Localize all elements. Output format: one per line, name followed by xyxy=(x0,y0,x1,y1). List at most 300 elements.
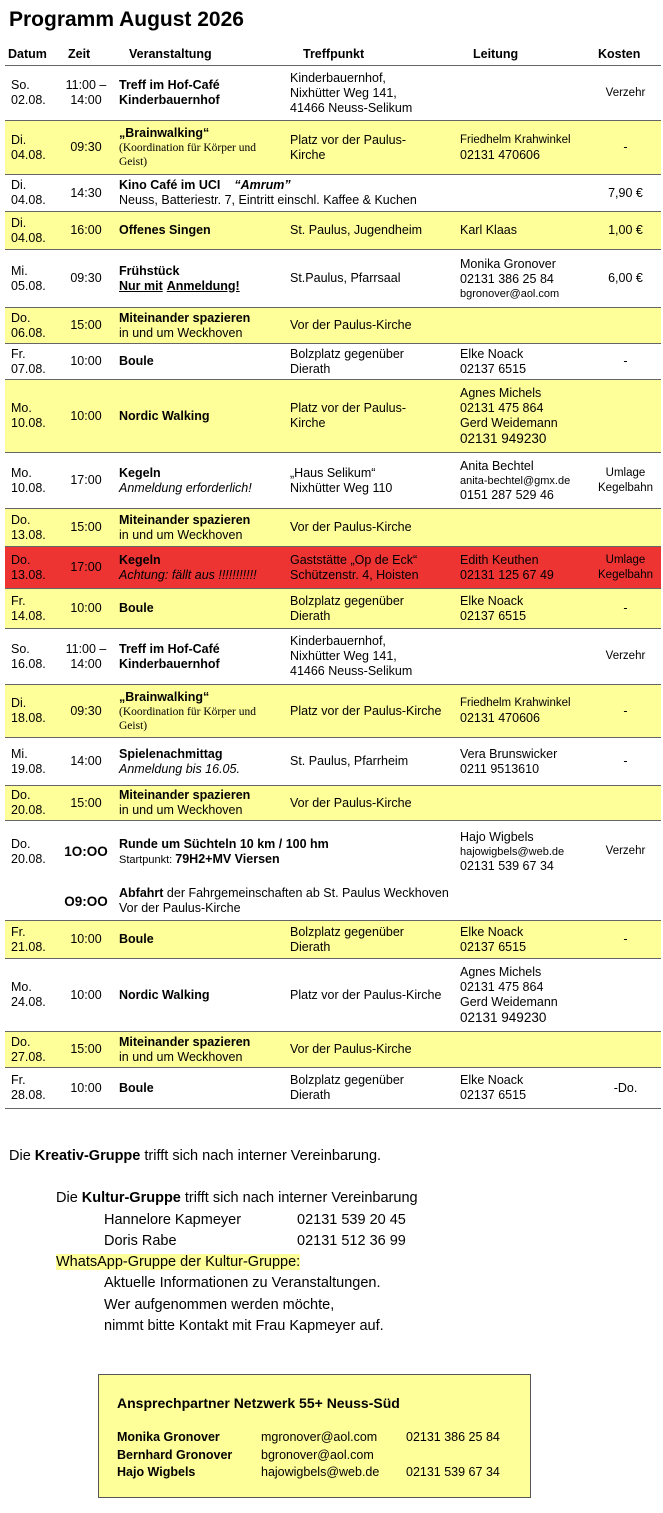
event-place xyxy=(290,212,460,249)
event-cost xyxy=(590,685,661,737)
event-time xyxy=(61,921,111,958)
event-title xyxy=(119,547,291,588)
event-weekday: Mi. xyxy=(11,263,28,278)
event-time xyxy=(61,547,111,588)
event-cost-value: - xyxy=(623,932,628,946)
event-name xyxy=(119,601,291,616)
event-name xyxy=(119,223,291,238)
event-leader-line: 02131 475 864 xyxy=(460,979,544,994)
event-subtitle: in und um Weckhoven xyxy=(119,803,243,817)
event-subtitle: Vor der Paulus-Kirche xyxy=(119,901,241,915)
event-leader xyxy=(460,121,605,174)
event-place xyxy=(290,308,460,343)
event-weekday: Di. xyxy=(11,215,27,230)
event-date xyxy=(11,308,61,343)
event-time xyxy=(61,344,111,379)
event-cost-value: 1,00 € xyxy=(608,223,643,237)
event-note: Anmeldung erforderlich! xyxy=(119,480,252,495)
event-leader xyxy=(460,685,605,737)
contact-email: mgronover@aol.com xyxy=(261,1430,378,1444)
event-note: (Koordination für Körper und xyxy=(119,142,257,154)
event-leader-line: Gerd Weidemann xyxy=(460,415,558,430)
event-cost-value2: Kegelbahn xyxy=(598,568,653,581)
event-name-text: Boule xyxy=(119,354,154,368)
event-day: 10.08. xyxy=(11,480,46,495)
event-day: 07.08. xyxy=(11,361,46,376)
event-leader-line: 0151 287 529 46 xyxy=(460,487,554,502)
event-cost-value: - xyxy=(623,601,628,615)
event-leader xyxy=(460,921,605,958)
event-name-line2: Kinderbauernhof xyxy=(119,93,220,107)
kultur-info-line: Aktuelle Informationen zu Veranstaltungen. xyxy=(104,1275,381,1291)
event-time-start: O9:OO xyxy=(64,893,108,909)
event-leader-line: 02131 475 864 xyxy=(460,400,544,415)
event-place xyxy=(290,509,460,546)
event-time-start: 09:30 xyxy=(70,140,102,154)
event-cost-value: - xyxy=(623,754,628,768)
event-time-start: 10:00 xyxy=(70,354,102,368)
event-cost-value: Verzehr xyxy=(605,86,646,99)
event-weekday: Di. xyxy=(11,696,27,710)
kultur-contact-name: Hannelore Kapmeyer xyxy=(104,1212,242,1228)
event-name-text: Kegeln xyxy=(119,552,161,567)
event-time xyxy=(61,453,111,508)
event-place xyxy=(290,344,460,379)
event-time xyxy=(61,250,111,307)
table-row xyxy=(5,1031,661,1067)
event-leader-line: Elke Noack xyxy=(460,346,524,361)
event-note: Achtung: fällt aus !!!!!!!!!!! xyxy=(119,567,257,582)
event-leader-line: 02131 470606 xyxy=(460,711,540,725)
event-title xyxy=(119,344,291,379)
table-row xyxy=(5,684,661,737)
event-time xyxy=(61,66,111,120)
table-row xyxy=(5,546,661,588)
event-leader-line: Friedhelm Krahwinkel xyxy=(460,697,571,709)
event-place xyxy=(290,66,460,120)
event-place-line: Gaststätte „Op de Eck“ xyxy=(290,552,418,567)
contact-email: bgronover@aol.com xyxy=(261,1448,374,1462)
table-row xyxy=(5,628,661,684)
event-day: 18.08. xyxy=(11,711,46,725)
event-place-line: Platz vor der Paulus- xyxy=(290,132,407,147)
event-name-text: Boule xyxy=(119,601,154,615)
event-time-start: 11:00 – xyxy=(65,78,107,92)
event-leader-line: 02131 539 67 34 xyxy=(460,858,554,873)
event-leader xyxy=(460,959,605,1031)
event-date xyxy=(11,1032,61,1067)
event-title xyxy=(119,921,291,958)
event-cost xyxy=(590,629,661,684)
event-date xyxy=(11,629,61,684)
event-place-line: Platz vor der Paulus-Kirche xyxy=(290,987,442,1002)
event-leader-line: Anita Bechtel xyxy=(460,458,534,473)
event-day: 10.08. xyxy=(11,416,46,430)
event-leader-line: bgronover@aol.com xyxy=(460,287,560,300)
event-time-end: 14:00 xyxy=(70,656,102,671)
event-time xyxy=(61,175,111,211)
event-leader-line: 02137 6515 xyxy=(460,361,527,376)
event-cost-value: -Do. xyxy=(613,1080,638,1095)
event-name xyxy=(119,642,291,657)
event-leader-line: Vera Brunswicker xyxy=(460,746,558,761)
event-leader-line: 02137 6515 xyxy=(460,939,527,954)
col-kosten: Kosten xyxy=(598,47,641,61)
event-leader-line: Hajo Wigbels xyxy=(460,829,534,844)
event-place xyxy=(290,738,460,785)
event-name-extra: “Amrum” xyxy=(234,178,291,192)
event-name-text: Miteinander spazieren xyxy=(119,788,251,802)
event-title xyxy=(119,821,329,882)
event-place-line: Vor der Paulus-Kirche xyxy=(290,1042,412,1056)
event-time-start: 10:00 xyxy=(70,987,102,1002)
event-date xyxy=(11,121,61,174)
event-cost xyxy=(590,1068,661,1108)
event-name-text: Treff im Hof-Café xyxy=(119,78,220,92)
event-place-line: Bolzplatz gegenüber xyxy=(290,593,404,608)
event-weekday: Do. xyxy=(11,1034,31,1049)
kultur-line: Die Kultur-Gruppe trifft sich nach interner Vereinbarung xyxy=(56,1190,418,1206)
event-leader-line: 02137 6515 xyxy=(460,608,527,623)
event-cost-value: Verzehr xyxy=(605,845,646,857)
table-row xyxy=(5,920,661,958)
event-leader-line: anita-bechtel@gmx.de xyxy=(460,474,571,487)
event-day: 06.08. xyxy=(11,325,46,340)
event-day: 27.08. xyxy=(11,1049,46,1064)
event-cost xyxy=(590,821,661,882)
col-veranstaltung: Veranstaltung xyxy=(129,47,212,61)
event-day: 19.08. xyxy=(11,761,46,776)
event-cost-value: Verzehr xyxy=(605,650,646,662)
event-name xyxy=(119,513,291,528)
table-row xyxy=(5,343,661,379)
event-day: 16.08. xyxy=(11,656,46,671)
event-date xyxy=(11,175,61,211)
event-name xyxy=(119,264,291,279)
event-time-start: 1O:OO xyxy=(64,844,108,859)
kultur-contact-name: Doris Rabe xyxy=(104,1233,177,1249)
event-time xyxy=(61,589,111,628)
event-place xyxy=(290,121,460,174)
event-time-start: 10:00 xyxy=(70,1080,102,1095)
table-row xyxy=(5,307,661,343)
event-place xyxy=(290,629,460,684)
event-place-line: Bolzplatz gegenüber xyxy=(290,346,404,361)
event-name xyxy=(119,690,291,705)
event-day: 28.08. xyxy=(11,1088,46,1102)
contact-phone: 02131 539 67 34 xyxy=(406,1465,500,1479)
event-date xyxy=(11,589,61,628)
event-leader xyxy=(460,1068,605,1108)
event-leader-line: Elke Noack xyxy=(460,1073,524,1087)
event-place-line: St.Paulus, Pfarrsaal xyxy=(290,271,401,285)
event-date xyxy=(11,380,61,452)
event-note: (Koordination für Körper und xyxy=(119,705,257,718)
event-date xyxy=(11,738,61,785)
event-time xyxy=(61,1032,111,1067)
event-leader xyxy=(460,250,605,307)
event-place-line: St. Paulus, Jugendheim xyxy=(290,223,423,237)
event-leader-line: Monika Gronover xyxy=(460,256,556,271)
event-name-text: „Brainwalking“ xyxy=(119,126,210,140)
event-subtitle: in und um Weckhoven xyxy=(119,325,243,340)
event-name xyxy=(119,1035,291,1050)
event-cost xyxy=(590,175,661,211)
event-cost-value: 6,00 € xyxy=(608,271,643,285)
table-row xyxy=(5,820,661,882)
event-title xyxy=(119,1068,291,1108)
event-day: 14.08. xyxy=(11,608,46,623)
event-place-line: Nixhütter Weg 141, xyxy=(290,649,397,663)
event-name-text: Frühstück xyxy=(119,263,180,278)
contact-phone: 02131 386 25 84 xyxy=(406,1430,500,1444)
event-name-text: Nordic Walking xyxy=(119,408,210,423)
event-name-text: Boule xyxy=(119,932,154,946)
event-date xyxy=(11,685,61,737)
event-cost xyxy=(590,921,661,958)
event-date xyxy=(11,921,61,958)
event-time-end: 14:00 xyxy=(70,93,102,107)
event-leader-line: hajowigbels@web.de xyxy=(460,845,565,858)
event-title xyxy=(119,685,291,737)
event-name-text: Nordic Walking xyxy=(119,987,210,1002)
event-name-line2: Kinderbauernhof xyxy=(119,656,220,671)
table-row xyxy=(5,508,661,546)
event-cost-value2: Kegelbahn xyxy=(598,481,653,494)
event-weekday: Mo. xyxy=(11,980,32,994)
event-time-start: 15:00 xyxy=(70,318,102,332)
event-name xyxy=(119,836,329,852)
contact-box-title: Ansprechpartner Netzwerk 55+ Neuss-Süd xyxy=(117,1395,400,1411)
event-time-start: 14:30 xyxy=(70,185,102,200)
event-name xyxy=(119,78,291,93)
event-date xyxy=(11,547,61,588)
event-name-text: Abfahrt xyxy=(119,886,164,900)
event-place-line: Nixhütter Weg 110 xyxy=(290,480,393,495)
event-weekday: Di. xyxy=(11,178,27,192)
event-weekday: Do. xyxy=(11,552,31,567)
event-leader xyxy=(460,453,605,508)
event-time-start: 09:30 xyxy=(70,703,102,718)
event-leader-line: Gerd Weidemann xyxy=(460,994,558,1009)
event-title xyxy=(119,786,291,820)
event-weekday: Do. xyxy=(11,836,31,851)
event-place xyxy=(290,1032,460,1067)
event-name-text: Offenes Singen xyxy=(119,223,211,237)
event-place-line: Bolzplatz gegenüber xyxy=(290,1073,404,1087)
event-name-text: Runde um Süchteln 10 km / 100 hm xyxy=(119,836,329,851)
event-title xyxy=(119,589,291,628)
event-subtitle: in und um Weckhoven xyxy=(119,527,243,542)
event-note: Geist) xyxy=(119,719,148,732)
event-place-line: 41466 Neuss-Selikum xyxy=(290,100,413,115)
event-leader-line: 02131 386 25 84 xyxy=(460,271,554,286)
event-time xyxy=(61,212,111,249)
event-name xyxy=(119,178,549,193)
event-weekday: Fr. xyxy=(11,346,26,361)
table-row xyxy=(5,174,661,211)
event-weekday: Do. xyxy=(11,788,31,802)
event-place-line: Kirche xyxy=(290,416,326,430)
event-leader-line: Karl Klaas xyxy=(460,223,517,237)
table-row xyxy=(5,379,661,452)
event-title xyxy=(119,380,291,452)
col-treffpunkt: Treffpunkt xyxy=(303,47,365,61)
event-title xyxy=(119,212,291,249)
table-row xyxy=(5,882,661,920)
event-place-line: Platz vor der Paulus- xyxy=(290,401,407,415)
event-name xyxy=(119,747,291,762)
whatsapp-line: WhatsApp-Gruppe der Kultur-Gruppe: xyxy=(56,1254,301,1270)
event-name-rest: der Fahrgemeinschaften ab St. Paulus Weckhoven xyxy=(163,886,449,900)
contact-name: Bernhard Gronover xyxy=(117,1448,233,1462)
event-place-line: Dierath xyxy=(290,1088,331,1102)
event-time-start: 15:00 xyxy=(70,1042,102,1056)
kultur-contact-phone: 02131 539 20 45 xyxy=(297,1212,406,1228)
event-place xyxy=(290,959,460,1031)
event-name xyxy=(119,311,291,326)
event-start-point xyxy=(119,852,291,867)
event-leader-line: Elke Noack xyxy=(460,924,524,939)
event-place-line: Vor der Paulus-Kirche xyxy=(290,520,412,534)
event-place xyxy=(290,380,460,452)
event-leader xyxy=(460,589,605,628)
table-row xyxy=(5,737,661,785)
event-name xyxy=(119,409,291,424)
event-cost xyxy=(590,547,661,588)
event-time xyxy=(61,308,111,343)
event-name xyxy=(119,1081,291,1096)
event-day: 04.08. xyxy=(11,147,46,162)
event-weekday: Mo. xyxy=(11,401,32,415)
event-place xyxy=(290,589,460,628)
event-time xyxy=(61,821,111,882)
event-time xyxy=(61,380,111,452)
event-leader xyxy=(460,380,605,452)
event-cost-value: Umlage xyxy=(605,553,646,566)
event-note: Geist) xyxy=(119,156,148,168)
contact-name: Hajo Wigbels xyxy=(117,1465,196,1479)
event-time-start: 17:00 xyxy=(70,560,102,574)
event-cost-value: 7,90 € xyxy=(608,185,643,200)
event-date xyxy=(11,821,61,882)
event-time xyxy=(61,786,111,820)
event-name-text: „Brainwalking“ xyxy=(119,689,210,704)
event-place-line: Kinderbauernhof, xyxy=(290,70,386,85)
event-place xyxy=(290,250,460,307)
col-zeit: Zeit xyxy=(68,47,91,61)
event-place xyxy=(290,786,460,820)
event-name-text: Treff im Hof-Café xyxy=(119,641,220,656)
table-row xyxy=(5,958,661,1031)
event-weekday: So. xyxy=(11,78,30,92)
event-time-start: 11:00 – xyxy=(65,641,107,656)
event-subtitle: Neuss, Batteriestr. 7, Eintritt einschl. Kaffee & Kuchen xyxy=(119,193,417,207)
event-leader-line: 02137 6515 xyxy=(460,1088,527,1102)
event-leader-line: Edith Keuthen xyxy=(460,552,539,567)
event-place-line: Schützenstr. 4, Hoisten xyxy=(290,567,419,582)
event-leader xyxy=(460,547,605,588)
event-title xyxy=(119,738,291,785)
event-date xyxy=(11,786,61,820)
event-leader-line: Agnes Michels xyxy=(460,964,542,979)
event-leader xyxy=(460,738,605,785)
event-day: 21.08. xyxy=(11,939,46,954)
event-time xyxy=(61,1068,111,1108)
event-place-line: Vor der Paulus-Kirche xyxy=(290,318,412,332)
event-time-start: 09:30 xyxy=(70,271,102,285)
event-title xyxy=(119,882,549,920)
event-cost xyxy=(590,738,661,785)
event-date xyxy=(11,509,61,546)
event-place-line: Dierath xyxy=(290,608,331,623)
event-time xyxy=(61,509,111,546)
event-weekday: Fr. xyxy=(11,924,26,939)
event-time xyxy=(61,882,111,920)
event-cost-value: - xyxy=(623,703,628,718)
event-date xyxy=(11,212,61,249)
event-place-line: Vor der Paulus-Kirche xyxy=(290,795,412,810)
event-weekday: So. xyxy=(11,641,30,656)
event-place-line: Nixhütter Weg 141, xyxy=(290,85,397,100)
event-time-start: 10:00 xyxy=(70,408,102,423)
contact-name: Monika Gronover xyxy=(117,1430,220,1444)
event-start-value: 79H2+MV Viersen xyxy=(175,851,280,866)
event-name-text: Kegeln xyxy=(119,465,161,480)
event-cost xyxy=(590,250,661,307)
event-day: 20.08. xyxy=(11,803,46,817)
table-row xyxy=(5,1067,661,1109)
event-day: 05.08. xyxy=(11,278,46,293)
event-leader xyxy=(460,821,605,882)
event-registration-a: Nur mit xyxy=(119,278,163,293)
event-time xyxy=(61,685,111,737)
event-note: Anmeldung bis 16.05. xyxy=(119,761,240,776)
table-row xyxy=(5,249,661,307)
event-title xyxy=(119,1032,291,1067)
event-cost-value: - xyxy=(623,140,628,154)
event-day: 02.08. xyxy=(11,93,46,107)
event-weekday: Fr. xyxy=(11,1073,26,1087)
event-time xyxy=(61,629,111,684)
event-cost xyxy=(590,589,661,628)
event-date xyxy=(11,66,61,120)
event-title xyxy=(119,175,549,211)
event-place xyxy=(290,453,460,508)
event-cost xyxy=(590,344,661,379)
contact-email: hajowigbels@web.de xyxy=(261,1465,380,1479)
event-place-line: Dierath xyxy=(290,361,331,376)
event-place-line: „Haus Selikum“ xyxy=(290,465,376,480)
event-cost xyxy=(590,453,661,508)
event-date xyxy=(11,453,61,508)
event-name xyxy=(119,466,291,481)
event-day: 13.08. xyxy=(11,567,46,582)
event-place-line: St. Paulus, Pfarrheim xyxy=(290,754,409,768)
event-day: 24.08. xyxy=(11,995,46,1009)
event-place-line: 41466 Neuss-Selikum xyxy=(290,664,413,678)
event-title xyxy=(119,250,291,307)
event-name-text: Miteinander spazieren xyxy=(119,512,251,527)
event-leader-line: Agnes Michels xyxy=(460,385,542,400)
event-name-text: Boule xyxy=(119,1080,154,1095)
event-cost xyxy=(590,121,661,174)
event-date xyxy=(11,959,61,1031)
event-day: 04.08. xyxy=(11,230,46,245)
event-time xyxy=(61,121,111,174)
event-leader-line: 02131 125 67 49 xyxy=(460,567,554,582)
event-name-text: Miteinander spazieren xyxy=(119,310,251,325)
